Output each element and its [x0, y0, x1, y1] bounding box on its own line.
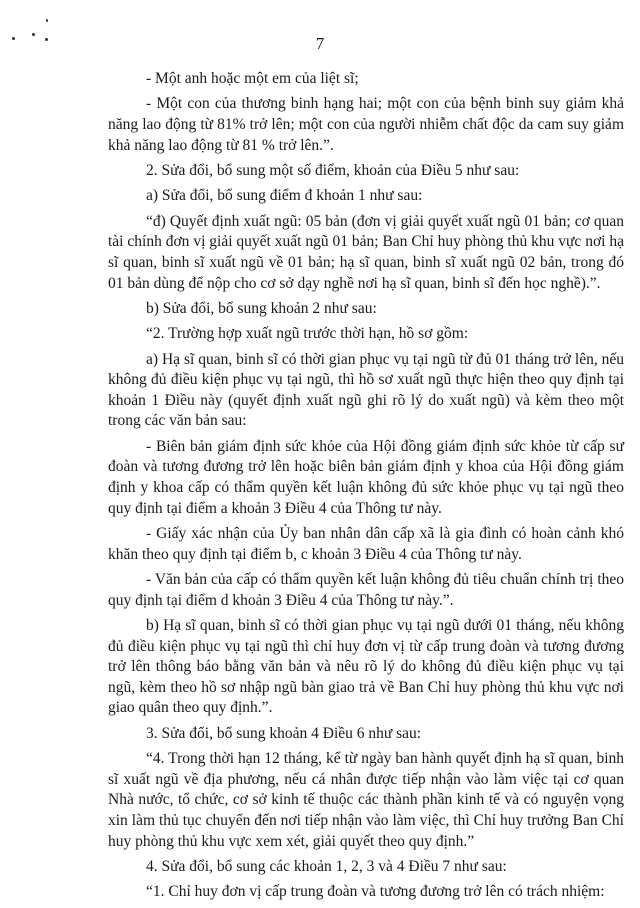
scan-speck	[46, 19, 48, 22]
paragraph: b) Sửa đổi, bổ sung khoản 2 như sau:	[146, 299, 377, 317]
paragraph: “đ) Quyết định xuất ngũ: 05 bản (đơn vị giải quyết xuất ngũ 01 bản; cơ quan tài chính đơn vị giải quyết xuất ngũ 01 bản; Ban Chỉ huy phòng thủ khu vực nơi hạ sĩ quan, binh sĩ xuất ngũ về 01 bản; hạ sĩ quan, binh sĩ xuất ngũ 02 bản, trong đó 01 bản dùng để nộp cho cơ sở dạy nghề nơi hạ sĩ quan, binh sĩ đến học nghề).”.	[108, 212, 624, 292]
paragraph: 2. Sửa đổi, bổ sung một số điểm, khoản của Điều 5 như sau:	[146, 161, 520, 179]
paragraph: a) Sửa đổi, bổ sung điểm đ khoản 1 như sau:	[146, 187, 423, 205]
paragraph: “1. Chỉ huy đơn vị cấp trung đoàn và tương đương trở lên có trách nhiệm:	[146, 883, 605, 901]
paragraph: - Một anh hoặc một em của liệt sĩ;	[146, 70, 359, 87]
paragraph: 3. Sửa đổi, bổ sung khoản 4 Điều 6 như sau:	[146, 724, 422, 742]
paragraph: - Văn bản của cấp có thẩm quyền kết luận không đủ tiêu chuẩn chính trị theo quy định tại điểm d khoản 3 Điều 4 của Thông tư này.”.	[108, 571, 624, 609]
paragraph: “2. Trường hợp xuất ngũ trước thời hạn, hồ sơ gồm:	[146, 325, 469, 343]
paragraph: - Giấy xác nhận của Ủy ban nhân dân cấp xã là gia đình có hoàn cảnh khó khăn theo quy định tại điểm b, c khoản 3 Điều 4 của Thông tư này.	[108, 525, 624, 563]
paragraph: - Một con của thương binh hạng hai; một con của bệnh binh suy giảm khả năng lao động từ 81% trở lên; một con của người nhiễm chất độc da cam suy giảm khả năng lao động từ 81 % trở lên.”.	[108, 95, 624, 154]
paragraph: “4. Trong thời hạn 12 tháng, kể từ ngày ban hành quyết định hạ sĩ quan, binh sĩ xuất ngũ về địa phương, nếu cá nhân được tiếp nhận vào làm việc tại cơ quan Nhà nước, tổ chức, cơ sở kinh tế thuộc các thành phần kinh tế và có nguyện vọng xin làm thủ tục chuyển đến nơi tiếp nhận vào làm việc, thì Chỉ huy trưởng Ban Chỉ huy phòng thủ khu vực xem xét, giải quyết theo quy định.”	[108, 750, 624, 850]
body-text	[108, 69, 624, 908]
paragraph: b) Hạ sĩ quan, binh sĩ có thời gian phục vụ tại ngũ dưới 01 tháng, nếu không đủ điều kiện phục vụ tại ngũ thì chỉ huy đơn vị từ cấp trung đoàn và tương đương trở lên thông báo bằng văn bản và nêu rõ lý do không đủ điều kiện phục vụ tại ngũ, kèm theo hồ sơ nhập ngũ bàn giao trả về Ban Chỉ huy phòng thủ khu vực nơi giao quân theo quy định.”.	[108, 617, 624, 717]
paragraph: a) Hạ sĩ quan, binh sĩ có thời gian phục vụ tại ngũ từ đủ 01 tháng trở lên, nếu không đủ điều kiện phục vụ tại ngũ, thì hồ sơ xuất ngũ thực hiện theo quy định tại khoản 1 Điều này (quyết định xuất ngũ ghi rõ lý do xuất ngũ) và kèm theo một trong các văn bản sau:	[108, 350, 624, 430]
paragraph: - Biên bản giám định sức khỏe của Hội đồng giám định sức khỏe từ cấp sư đoàn và tương đương trở lên hoặc biên bản giám định y khoa của Hội đồng giám định y khoa cấp có thẩm quyền kết luận không đủ sức khỏe phục vụ tại ngũ theo quy định tại điểm a khoản 3 Điều 4 của Thông tư này.	[108, 437, 624, 517]
page-number: 7	[315, 34, 325, 53]
paragraph: 4. Sửa đổi, bổ sung các khoản 1, 2, 3 và 4 Điều 7 như sau:	[146, 857, 507, 875]
